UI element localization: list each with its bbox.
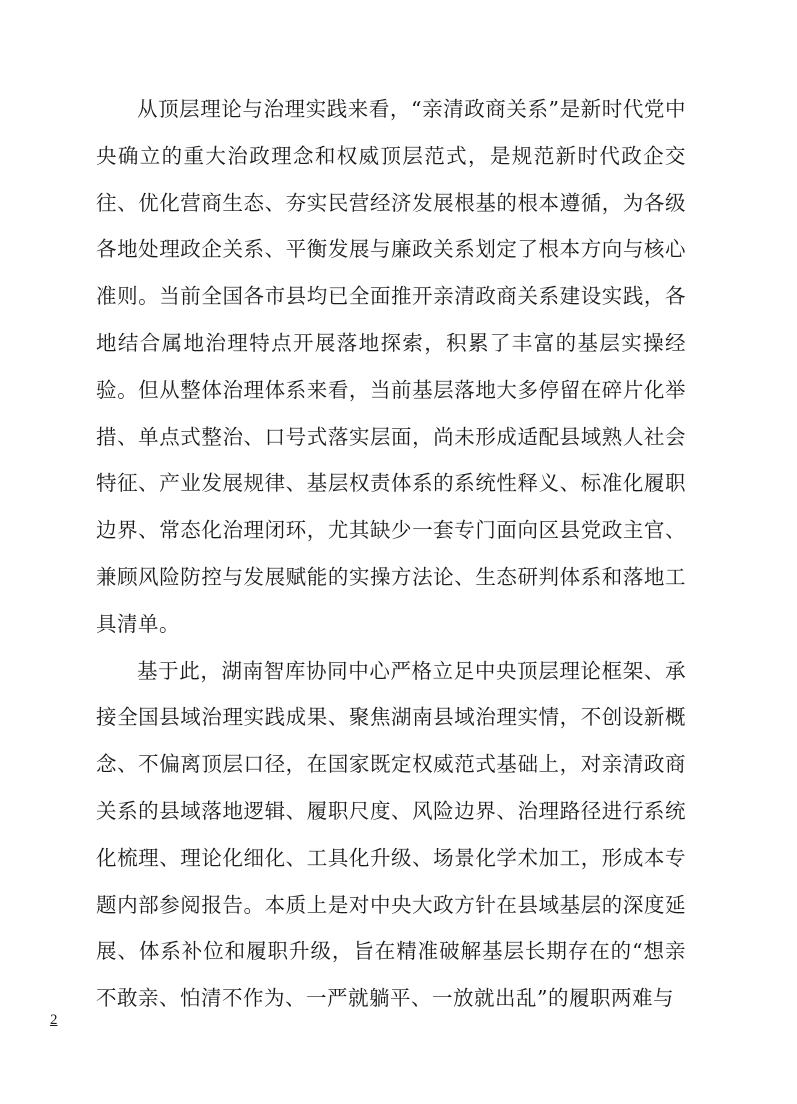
body-text bbox=[96, 86, 686, 1022]
page-number: 2 bbox=[50, 1012, 58, 1028]
paragraph-1: 从顶层理论与治理实践来看，“亲清政商关系”是新时代党中央确立的重大治政理念和权威顶层范式，是规范新时代政企交往、优化营商生态、夯实民营经济发展根基的根本遵循，为各级各地处理政企关系、平衡发展与廉政关系划定了根本方向与核心准则。当前全国各市县均已全面推开亲清政商关系建设实践，各地结合属地治理特点开展落地探索，积累了丰富的基层实操经验。但从整体治理体系来看，当前基层落地大多停留在碎片化举措、单点式整治、口号式落实层面，尚未形成适配县域熟人社会特征、产业发展规律、基层权责体系的系统性释义、标准化履职边界、常态化治理闭环，尤其缺少一套专门面向区县党政主官、兼顾风险防控与发展赋能的实操方法论、生态研判体系和落地工具清单。 bbox=[96, 97, 686, 636]
paragraph-2: 基于此，湖南智库协同中心严格立足中央顶层理论框架、承接全国县域治理实践成果、聚焦湖南县域治理实情，不创设新概念、不偏离顶层口径，在国家既定权威范式基础上，对亲清政商关系的县域落地逻辑、履职尺度、风险边界、治理路径进行系统化梳理、理论化细化、工具化升级、场景化学术加工，形成本专题内部参阅报告。本质上是对中央大政方针在县域基层的深度延展、体系补位和履职升级，旨在精准破解基层长期存在的“想亲不敢亲、怕清不作为、一严就躺平、一放就出乱”的履职两难与 bbox=[96, 658, 686, 1011]
